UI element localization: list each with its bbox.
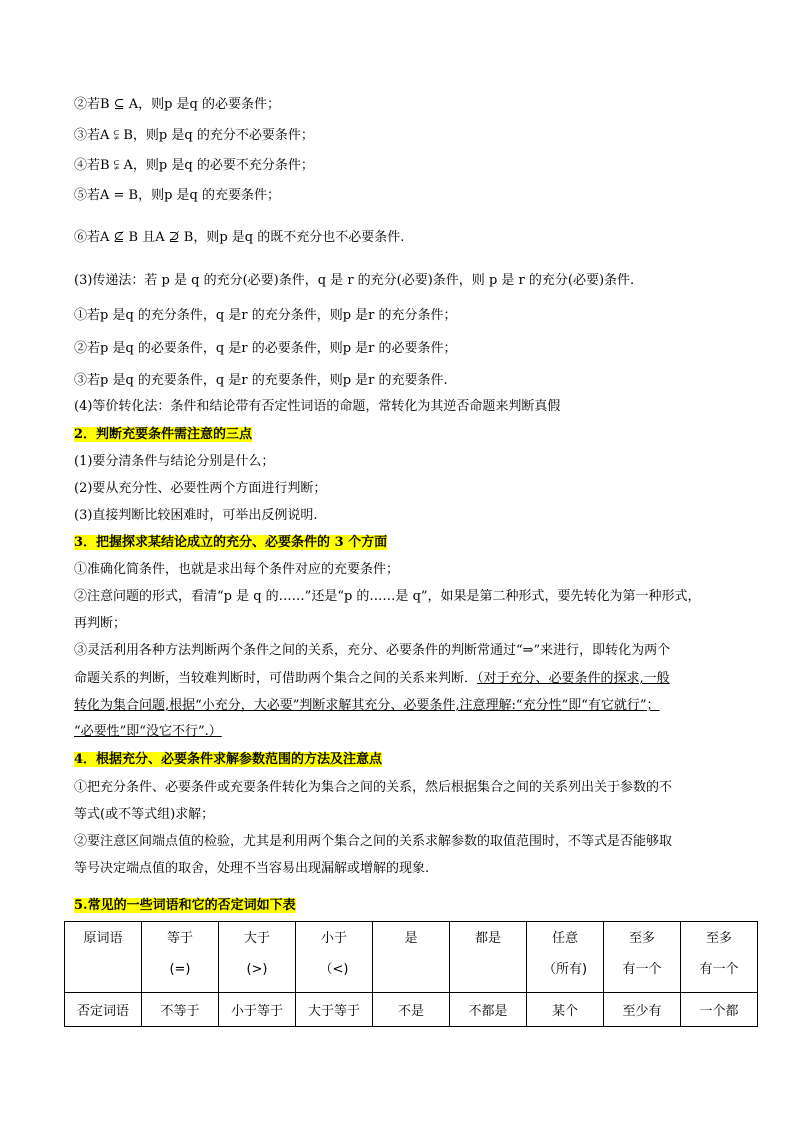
line-l13: (2)要从充分性、必要性两个方面进行判断； <box>74 481 327 496</box>
cell-bottom: (>) <box>246 962 268 977</box>
table-cell <box>604 922 681 993</box>
line-l20 <box>74 670 764 688</box>
cell-top: 任意 <box>551 931 578 946</box>
line-l2: ③若A ⫋ B，则p 是q 的充分不必要条件； <box>74 128 314 143</box>
table-cell: 否定词语 <box>65 993 142 1027</box>
line-l18: 再判断； <box>74 616 127 631</box>
line-l8: ②若p 是q 的必要条件，q 是r 的必要条件，则p 是r 的必要条件； <box>74 341 457 356</box>
heading-5 <box>74 897 764 915</box>
line-l10: (4)等价转化法：条件和结论带有否定性词语的命题，常转化为其逆否命题来判断真假 <box>74 399 561 414</box>
table-cell <box>373 922 450 993</box>
line-l12: (1)要分清条件与结论分别是什么； <box>74 454 275 469</box>
line-l16: ①准确化简条件，也就是求出每个条件对应的充要条件； <box>74 562 400 577</box>
table-cell: 不都是 <box>450 993 527 1027</box>
cell-top: 原词语 <box>83 931 123 946</box>
line-l14: (3)直接判断比较困难时，可举出反例说明. <box>74 508 318 523</box>
heading-2 <box>74 426 764 444</box>
line-l17: ②注意问题的形式，看清“p 是 q 的……”还是“p 的……是 q”，如果是第二种形式，要先转化为第一种形式， <box>74 589 701 604</box>
line-l21: 转化为集合问题,根据“小充分，大必要”判断求解其充分、必要条件,注意理解:“充分性”即“有它就行”； <box>74 698 660 713</box>
table-cell <box>527 922 604 993</box>
line-l27: 等号决定端点值的取舍，处理不当容易出现漏解或增解的现象. <box>74 861 430 876</box>
cell-top: 是 <box>404 931 418 946</box>
cell-bottom: （<) <box>319 962 349 977</box>
heading-3-text: 3．把握探求某结论成立的充分、必要条件的 3 个方面 <box>74 535 388 550</box>
table-cell <box>142 922 219 993</box>
heading-5-text: 5.常见的一些词语和它的否定词如下表 <box>74 898 296 913</box>
cell-top: 大于 <box>243 931 270 946</box>
table-cell <box>65 922 142 993</box>
table-cell: 某个 <box>527 993 604 1027</box>
cell-top: 至多 <box>628 931 655 946</box>
table-cell: 一个都 <box>681 993 758 1027</box>
line-l4: ⑤若A = B，则p 是q 的充要条件； <box>74 188 281 203</box>
line-l24: ①把充分条件、必要条件或充要条件转化为集合之间的关系，然后根据集合之间的关系列出关于参数的不 <box>74 780 673 795</box>
line-l6: (3)传递法：若 p 是 q 的充分(必要)条件，q 是 r 的充分(必要)条件，则 p 是 r 的充分(必要)条件. <box>74 273 635 288</box>
cell-top: 小于 <box>320 931 347 946</box>
heading-4 <box>74 751 764 769</box>
heading-4-text: 4．根据充分、必要条件求解参数范围的方法及注意点 <box>74 752 383 767</box>
table-cell: 不是 <box>373 993 450 1027</box>
line-l1: ②若B ⊆ A，则p 是q 的必要条件； <box>74 97 281 112</box>
cell-top: 都是 <box>474 931 501 946</box>
table-cell: 小于等于 <box>219 993 296 1027</box>
table-cell: 至少有 <box>604 993 681 1027</box>
cell-bottom: （所有) <box>542 962 588 977</box>
cell-bottom: 有一个 <box>622 962 662 977</box>
cell-top: 至多 <box>705 931 732 946</box>
table-cell: 不等于 <box>142 993 219 1027</box>
line-l20-main: 命题关系的判断，当较难判断时，可借助两个集合之间的关系来判断． <box>74 671 478 686</box>
table-row <box>65 922 758 993</box>
heading-2-text: 2．判断充要条件需注意的三点 <box>74 427 253 442</box>
line-l22: “必要性”即“没它不行”.） <box>74 724 222 739</box>
line-l19: ③灵活利用各种方法判断两个条件之间的关系，充分、必要条件的判断常通过“⇒”来进行，即转化为两个 <box>74 643 671 658</box>
line-l5: ⑥若A ⊈ B 且A ⊉ B，则p 是q 的既不充分也不必要条件. <box>74 230 405 245</box>
cell-bottom: (=) <box>169 962 191 977</box>
cell-top: 等于 <box>166 931 193 946</box>
heading-3 <box>74 534 764 552</box>
line-l9: ③若p 是q 的充要条件，q 是r 的充要条件，则p 是r 的充要条件. <box>74 373 448 388</box>
table-cell: 大于等于 <box>296 993 373 1027</box>
table-cell <box>450 922 527 993</box>
line-l3: ④若B ⫋ A，则p 是q 的必要不充分条件； <box>74 158 314 173</box>
table-cell <box>681 922 758 993</box>
line-l20-note: （对于充分、必要条件的探求,一般 <box>477 671 670 686</box>
cell-bottom: 有一个 <box>699 962 739 977</box>
table-cell <box>296 922 373 993</box>
line-l25: 等式(或不等式组)求解； <box>74 807 215 822</box>
negation-table <box>64 921 758 1027</box>
line-l26: ②要注意区间端点值的检验，尤其是利用两个集合之间的关系求解参数的取值范围时，不等式是否能够取 <box>74 834 673 849</box>
table-row <box>65 993 758 1027</box>
line-l7: ①若p 是q 的充分条件，q 是r 的充分条件，则p 是r 的充分条件； <box>74 308 457 323</box>
table-cell <box>219 922 296 993</box>
